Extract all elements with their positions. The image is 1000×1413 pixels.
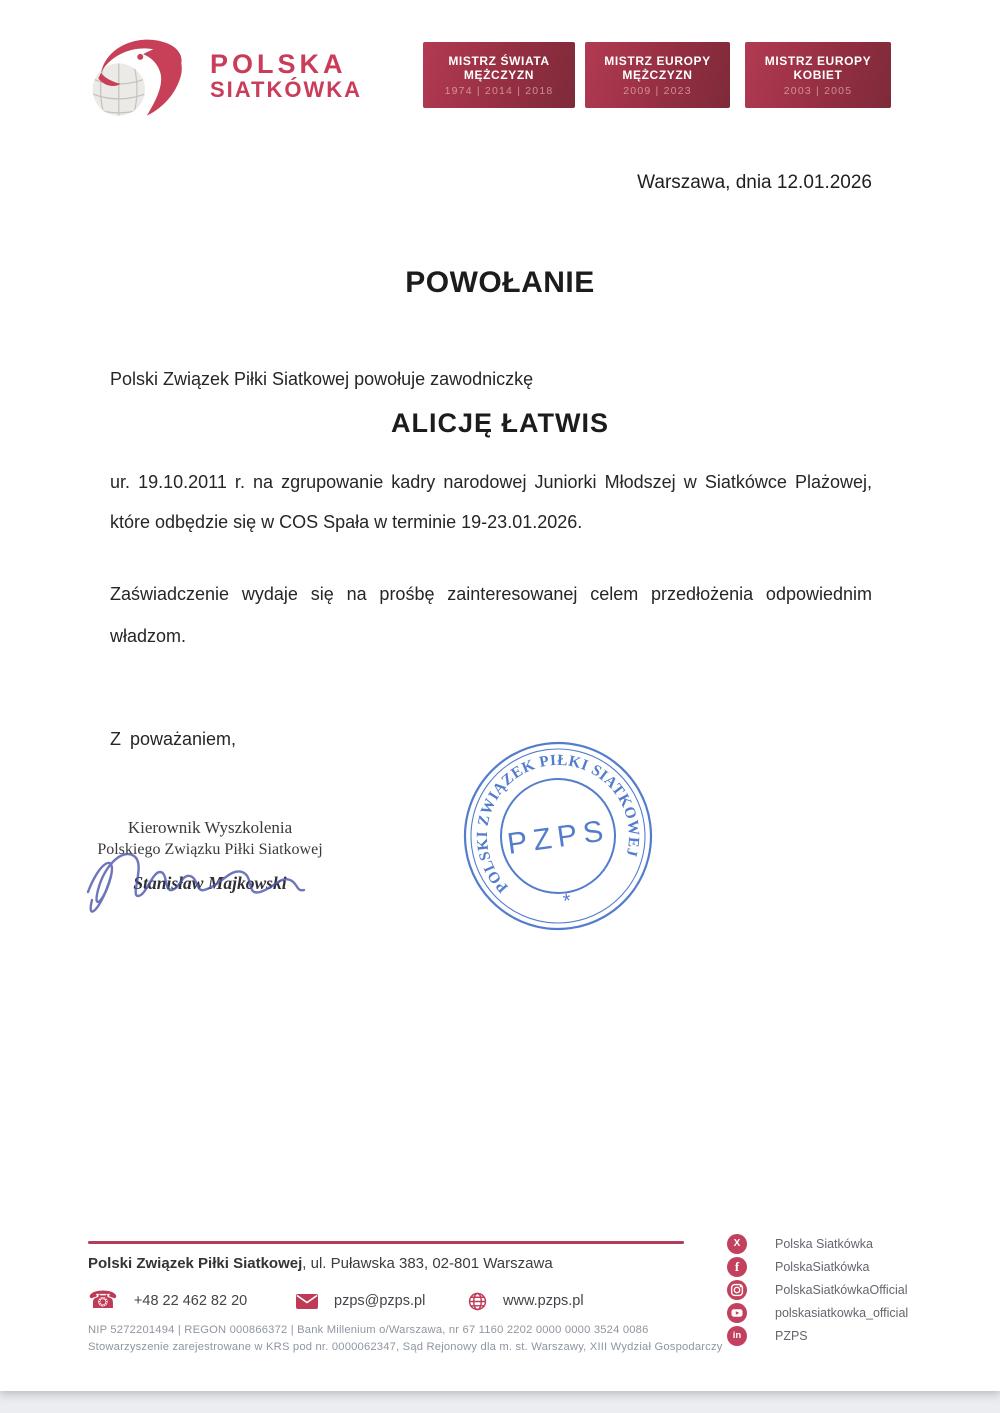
- footer-fine-print: [88, 1322, 723, 1356]
- social-handle: PolskaSiatkówka: [775, 1259, 870, 1274]
- badge-title: MISTRZ ŚWIATA: [448, 53, 550, 68]
- footer-website: [468, 1286, 584, 1316]
- logo-word-polska: POLSKA: [210, 49, 347, 80]
- badge-european-champion-women: [745, 42, 891, 108]
- paragraph-certificate-purpose: Zaświadczenie wydaje się na prośbę zainteresowanej celem przedłożenia odpowiednim władzom.: [110, 584, 872, 646]
- social-handle: PolskaSiatkówkaOfficial: [775, 1282, 908, 1297]
- badge-years: 2009 | 2023: [623, 84, 692, 97]
- badge-european-champion-men: [585, 42, 730, 108]
- fine-print-line1: NIP 5272201494 | REGON 000866372 | Bank Millenium o/Warszawa, nr 67 1160 2202 0000 0000 3524 0086: [88, 1324, 649, 1336]
- footer-address: [88, 1255, 553, 1272]
- badge-title: MISTRZ EUROPY: [604, 53, 711, 68]
- social-links: [727, 1232, 908, 1347]
- social-handle: PZPS: [775, 1328, 808, 1343]
- instagram-icon: [727, 1280, 747, 1300]
- stamp-star: *: [561, 889, 573, 913]
- badge-title: MISTRZ EUROPY: [764, 53, 872, 68]
- badge-years: 2003 | 2005: [783, 84, 853, 97]
- signer-title-line2: Polskiego Związku Piłki Siatkowej: [97, 841, 323, 858]
- footer-address-street: , ul. Puławska 383, 02-801 Warszawa: [302, 1255, 553, 1272]
- intro-line: Polski Związek Piłki Siatkowej powołuje zawodniczkę: [110, 369, 534, 389]
- footer-address-org: Polski Związek Piłki Siatkowej: [88, 1255, 303, 1272]
- envelope-icon: [296, 1294, 318, 1309]
- social-row-instagram: [727, 1278, 908, 1301]
- signer-block: [80, 818, 340, 894]
- phone-number: +48 22 462 82 20: [133, 1293, 248, 1309]
- stamp-center-text: PZPS: [505, 814, 612, 861]
- badge-subtitle: MĘŻCZYZN: [622, 67, 693, 82]
- dateline: Warszawa, dnia 12.01.2026: [637, 172, 872, 193]
- social-row-x: [727, 1232, 908, 1255]
- polska-siatkowka-logo: [88, 30, 362, 122]
- website-url: www.pzps.pl: [503, 1293, 584, 1309]
- social-row-youtube: [727, 1301, 908, 1324]
- youtube-icon: [727, 1303, 747, 1323]
- email-address: pzps@pzps.pl: [334, 1293, 426, 1309]
- stamp-ring-text: POLSKI ZWIĄZEK PIŁKI SIATKOWEJ: [473, 751, 643, 896]
- footer-phone: [88, 1286, 247, 1316]
- paragraph-callup-details: ur. 19.10.2011 r. na zgrupowanie kadry narodowej Juniorki Młodszej w Siatkówce Plażowej, które odbędzie się w COS Spała w terminie 19-23.01.2026.: [110, 472, 872, 532]
- eagle-volleyball-logo-icon: [88, 30, 200, 122]
- badge-subtitle: MĘŻCZYZN: [463, 67, 535, 82]
- badge-world-champion-men: [423, 42, 575, 108]
- badge-subtitle: KOBIET: [793, 67, 843, 82]
- footer-divider: [88, 1241, 684, 1244]
- social-row-facebook: [727, 1255, 908, 1278]
- phone-icon: ☎: [88, 1287, 118, 1314]
- closing-line: Z poważaniem,: [110, 729, 237, 749]
- facebook-icon: f: [727, 1257, 747, 1277]
- athlete-name: ALICJĘ ŁATWIS: [391, 408, 609, 438]
- badge-years: 1974 | 2014 | 2018: [444, 84, 554, 97]
- fine-print-line2: Stowarzyszenie zarejestrowane w KRS pod nr. 0000062347, Sąd Rejonowy dla m. st. Warszawy, XIII Wydział Gospodarczy: [88, 1341, 723, 1353]
- x-twitter-icon: X: [727, 1234, 747, 1254]
- document-title: POWOŁANIE: [405, 266, 595, 299]
- signer-name: Stanisław Majkowski: [133, 873, 287, 893]
- logo-word-siatkowka: SIATKÓWKA: [210, 76, 363, 102]
- globe-icon: [468, 1292, 487, 1311]
- signer-title-line1: Kierownik Wyszkolenia: [127, 818, 293, 837]
- footer-email: [296, 1286, 425, 1316]
- svg-text:POLSKI ZWIĄZEK PIŁKI SIATKOWEJ: [463, 741, 649, 898]
- linkedin-icon: in: [727, 1326, 747, 1346]
- pzps-round-stamp: [445, 723, 671, 949]
- social-handle: polskasiatkowka_official: [775, 1305, 909, 1320]
- social-handle: Polska Siatkówka: [775, 1236, 873, 1251]
- logo-wordmark: [210, 51, 362, 101]
- social-row-linkedin: [727, 1324, 908, 1347]
